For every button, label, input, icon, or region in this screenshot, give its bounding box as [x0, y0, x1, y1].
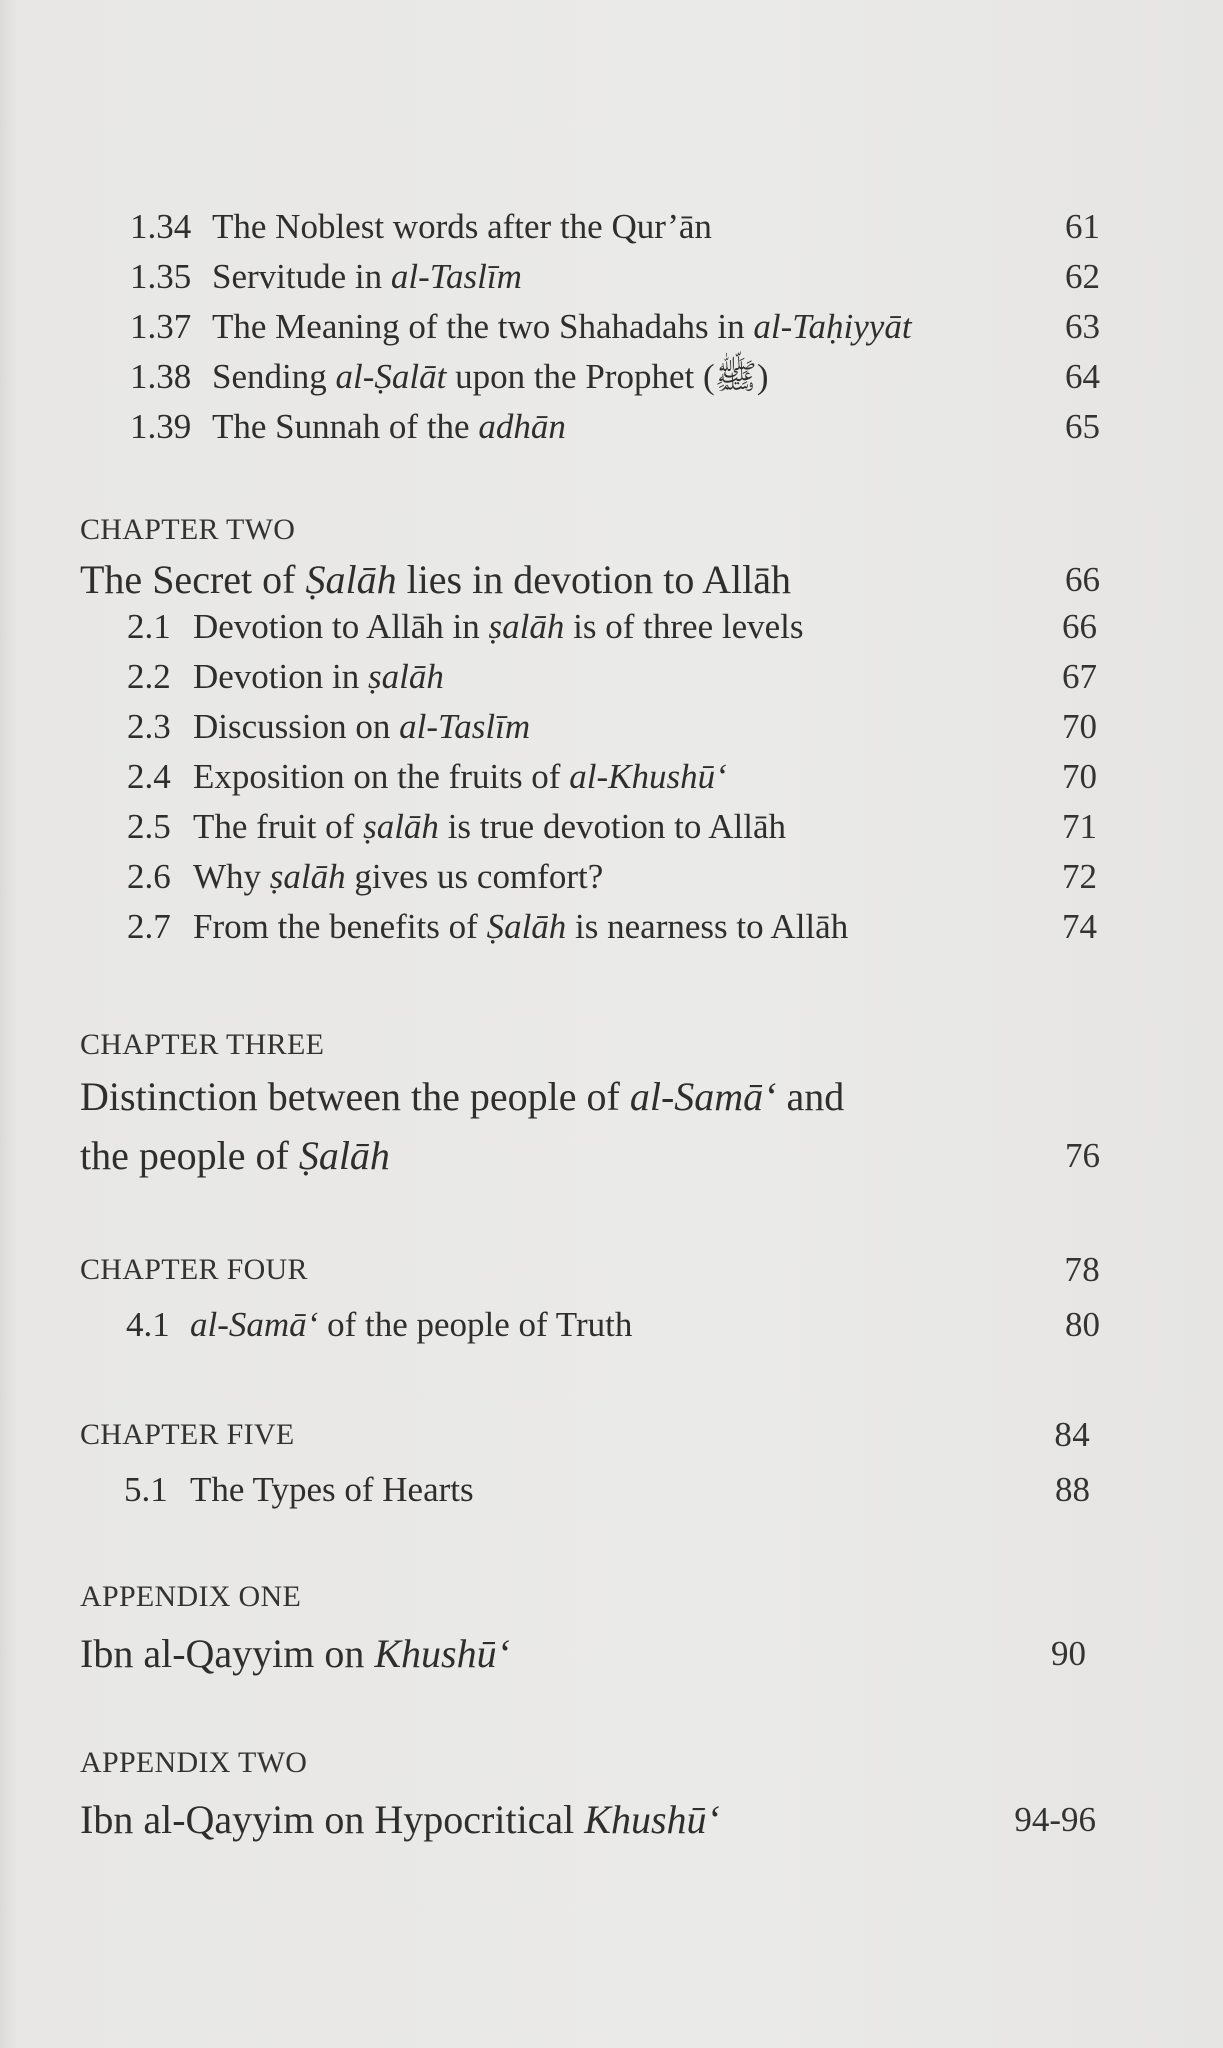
toc-entry-4-1: [126, 1300, 1100, 1350]
entry-number: 1.38: [130, 357, 192, 396]
page-number: 84: [1054, 1415, 1090, 1454]
appendix-title: Ibn al-Qayyim on Khushū‘ 90: [80, 1626, 1086, 1682]
chapter-heading: CHAPTER FIVE 84: [80, 1410, 1090, 1460]
page-number: 94-96: [1014, 1800, 1096, 1839]
entry-number: 2.2: [127, 657, 171, 696]
entry-title: The Meaning of the two Shahadahs in al-Taḥiyyāt: [212, 307, 912, 346]
page-number: 66: [1062, 607, 1097, 646]
chapter-title-line-1: Distinction between the people of al-Samā‘ and: [80, 1074, 845, 1119]
entry-number: 1.34: [130, 207, 192, 246]
chapter-title: The Secret of Ṣalāh lies in devotion to Allāh 66: [80, 552, 1100, 608]
appendix-heading: APPENDIX ONE: [80, 1580, 302, 1613]
entry-number: 1.37: [130, 307, 192, 346]
entry-title: Devotion to Allāh in ṣalāh is of three levels: [193, 607, 804, 646]
chapter-heading: CHAPTER THREE: [80, 1028, 325, 1061]
toc-entry-2-7: [127, 902, 1097, 952]
page-number: 62: [1065, 257, 1100, 296]
page-number: 61: [1065, 207, 1100, 246]
toc-entry-1-39: [130, 402, 1100, 452]
toc-entry-1-37: [130, 302, 1100, 352]
chapter-heading: CHAPTER FOUR 78: [80, 1245, 1100, 1295]
entry-title: From the benefits of Ṣalāh is nearness to Allāh: [193, 907, 849, 946]
entry-number: 2.7: [127, 907, 171, 946]
appendix-heading: APPENDIX TWO: [80, 1746, 308, 1779]
entry-title: The Sunnah of the adhān: [212, 407, 566, 446]
entry-number: 1.39: [130, 407, 192, 446]
toc-entry-2-1: [127, 602, 1097, 652]
page-number: 71: [1062, 807, 1097, 846]
entry-number: 4.1: [126, 1305, 170, 1344]
chapter-heading: CHAPTER TWO: [80, 513, 296, 546]
entry-number: 5.1: [124, 1470, 168, 1509]
page-number: 63: [1065, 307, 1100, 346]
entry-title: Devotion in ṣalāh: [193, 657, 444, 696]
toc-entry-1-34: [130, 202, 1100, 252]
page-number: 66: [1065, 560, 1100, 599]
chapter-title-line-2: the people of Ṣalāh 76: [80, 1128, 1100, 1184]
entry-title: Discussion on al-Taslīm: [193, 707, 531, 746]
entry-title: Why ṣalāh gives us comfort?: [193, 857, 604, 896]
page-number: 70: [1062, 757, 1097, 796]
page-number: 65: [1065, 407, 1100, 446]
toc-entry-2-4: [127, 752, 1097, 802]
entry-title: Exposition on the fruits of al-Khushū‘: [193, 757, 727, 796]
entry-number: 2.3: [127, 707, 171, 746]
entry-number: 2.4: [127, 757, 171, 796]
appendix-title: Ibn al-Qayyim on Hypocritical Khushū‘ 94-96: [80, 1792, 1096, 1848]
entry-title: Servitude in al-Taslīm: [212, 257, 522, 296]
entry-number: 2.5: [127, 807, 171, 846]
entry-title: The fruit of ṣalāh is true devotion to Allāh: [193, 807, 786, 846]
page-number: 78: [1064, 1250, 1100, 1289]
toc-entry-2-3: [127, 702, 1097, 752]
page-number: 64: [1065, 357, 1100, 396]
toc-entry-5-1: [124, 1465, 1090, 1515]
entry-title: Sending al-Ṣalāt upon the Prophet (ﷺ): [212, 357, 769, 396]
toc-entry-2-6: [127, 852, 1097, 902]
entry-number: 2.6: [127, 857, 171, 896]
entry-number: 2.1: [127, 607, 171, 646]
toc-entry-2-5: [127, 802, 1097, 852]
page-number: 70: [1062, 707, 1097, 746]
entry-title: The Noblest words after the Qur’ān: [212, 207, 712, 246]
page-number: 67: [1062, 657, 1097, 696]
entry-title: The Types of Hearts: [190, 1470, 474, 1509]
page-number: 72: [1062, 857, 1097, 896]
page-number: 90: [1051, 1634, 1086, 1673]
entry-title: al-Samā‘ of the people of Truth: [190, 1305, 633, 1344]
page-number: 74: [1062, 907, 1097, 946]
page-number: 76: [1065, 1136, 1100, 1175]
entry-number: 1.35: [130, 257, 192, 296]
page-number: 80: [1065, 1305, 1100, 1344]
toc-entry-1-35: [130, 252, 1100, 302]
toc-entry-2-2: [127, 652, 1097, 702]
toc-entry-1-38: [130, 352, 1100, 402]
page-number: 88: [1055, 1470, 1090, 1509]
